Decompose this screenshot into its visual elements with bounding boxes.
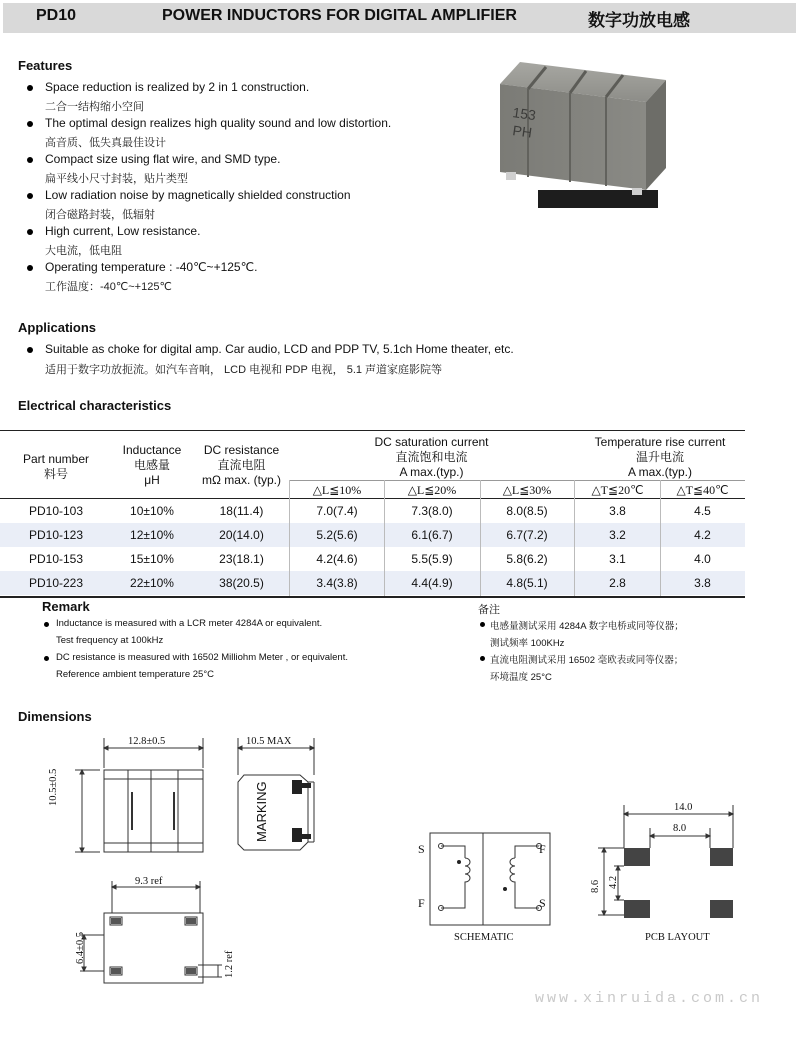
cell-dcr: 18(11.4) xyxy=(219,504,264,518)
pcb-layout-drawing xyxy=(588,800,748,930)
header-temperature xyxy=(575,435,745,480)
remark-en-3: DC resistance is measured with 16502 Milliohm Meter , or equivalent. xyxy=(56,652,348,663)
dim-side-height: 10.5 MAX xyxy=(246,736,292,747)
header-ind-cn: 电感量 xyxy=(133,458,170,472)
dimensions-heading: Dimensions xyxy=(18,709,92,724)
feature-6-en: Operating temperature : -40℃~+125℃. xyxy=(45,260,258,274)
header-sat-unit: A max.(typ.) xyxy=(399,465,464,479)
remark-en-2: Test frequency at 100kHz xyxy=(56,635,164,646)
cell-sat10: 7.0(7.4) xyxy=(316,504,358,518)
cell-inductance: 22±10% xyxy=(130,576,174,590)
remark-heading: Remark xyxy=(42,599,90,614)
header-ind-unit: μH xyxy=(144,473,160,487)
column-divider xyxy=(480,480,481,596)
sub-t20: △T≦20℃ xyxy=(591,483,644,497)
remark-en-1: Inductance is measured with a LCR meter 4284A or equivalent. xyxy=(56,618,323,629)
applications-heading: Applications xyxy=(18,320,97,335)
cell-temp20: 3.1 xyxy=(609,552,626,566)
bottom-view-drawing xyxy=(70,873,240,988)
photo-marking-bottom: PH xyxy=(511,122,534,141)
header-sat-cn: 直流饱和电流 xyxy=(395,450,468,464)
bullet-icon xyxy=(480,656,485,661)
bullet-icon xyxy=(27,229,33,235)
header-part-en: Part number xyxy=(22,452,90,466)
cell-temp40: 4.2 xyxy=(694,528,711,542)
header-temp-unit: A max.(typ.) xyxy=(627,465,692,479)
dim-bottom-pad: 1.2 ref xyxy=(224,950,235,978)
feature-4-cn: 闭合磁路封装，低辐射 xyxy=(45,209,155,221)
cell-inductance: 12±10% xyxy=(130,528,174,542)
cell-dcr: 23(18.1) xyxy=(219,552,264,566)
column-divider xyxy=(289,480,290,596)
sub-l30: △L≦30% xyxy=(502,483,552,497)
cell-dcr: 20(14.0) xyxy=(219,528,264,542)
table-row xyxy=(0,547,745,571)
cell-sat10: 3.4(3.8) xyxy=(316,576,358,590)
cell-sat30: 8.0(8.5) xyxy=(506,504,548,518)
schematic-drawing xyxy=(425,828,555,928)
features-heading: Features xyxy=(18,58,73,73)
bullet-icon xyxy=(27,347,33,353)
feature-6-cn: 工作温度：-40℃~+125℃ xyxy=(45,281,172,293)
column-divider xyxy=(660,480,661,596)
cell-temp40: 3.8 xyxy=(694,576,711,590)
cell-dcr: 38(20.5) xyxy=(219,576,264,590)
cell-temp20: 2.8 xyxy=(609,576,626,590)
side-view-drawing xyxy=(232,730,322,860)
header-dcr-en: DC resistance xyxy=(203,443,280,457)
feature-3-cn: 扁平线小尺寸封装，贴片类型 xyxy=(45,173,188,185)
pcb-layout-label: PCB LAYOUT xyxy=(645,932,710,943)
sub-t40: △T≦40℃ xyxy=(676,483,729,497)
subheader-rule xyxy=(290,480,745,481)
cell-temp40: 4.0 xyxy=(694,552,711,566)
remark-cn-3: 直流电阻测试采用 16502 毫欧表或同等仪器； xyxy=(490,655,684,666)
pin-s-left: S xyxy=(418,842,425,856)
cell-temp20: 3.2 xyxy=(609,528,626,542)
header-dcr-unit: mΩ max. (typ.) xyxy=(202,473,281,487)
header-part-cn: 料号 xyxy=(43,467,68,481)
header-dcr-cn: 直流电阻 xyxy=(217,458,266,472)
feature-5-cn: 大电流，低电阻 xyxy=(45,245,122,257)
pin-s-right: S xyxy=(539,896,546,910)
pcb-width-outer: 14.0 xyxy=(674,802,693,813)
header-part-number xyxy=(18,452,94,482)
photo-marking-top: 153 xyxy=(511,104,537,124)
cell-sat10: 4.2(4.6) xyxy=(316,552,358,566)
cell-part: PD10-223 xyxy=(28,576,84,590)
marking-label: MARKING xyxy=(254,781,269,842)
pin-f-right: F xyxy=(539,842,546,856)
cell-temp40: 4.5 xyxy=(694,504,711,518)
cell-sat10: 5.2(5.6) xyxy=(316,528,358,542)
bullet-icon xyxy=(27,265,33,271)
product-photo xyxy=(498,62,668,210)
bullet-icon xyxy=(27,193,33,199)
pcb-height-inner: 4.2 xyxy=(608,875,619,889)
column-divider xyxy=(574,480,575,596)
bullet-icon xyxy=(480,622,485,627)
feature-2-cn: 高音质、低失真最佳设计 xyxy=(45,137,166,149)
sub-l10: △L≦10% xyxy=(312,483,362,497)
table-row xyxy=(0,499,745,523)
cell-part: PD10-153 xyxy=(28,552,84,566)
cell-part: PD10-103 xyxy=(28,504,84,518)
feature-1-en: Space reduction is realized by 2 in 1 construction. xyxy=(45,80,310,94)
header-dc-resistance xyxy=(195,443,288,488)
cell-sat30: 5.8(6.2) xyxy=(506,552,548,566)
bullet-icon xyxy=(27,121,33,127)
pin-f-left: F xyxy=(418,896,425,910)
remark-en-4: Reference ambient temperature 25°C xyxy=(56,669,214,680)
bullet-icon xyxy=(44,622,49,627)
product-code: PD10 xyxy=(36,7,77,24)
header-temp-cn: 温升电流 xyxy=(635,450,684,464)
remark-cn-4: 环境温度 25°C xyxy=(490,672,552,683)
bullet-icon xyxy=(27,85,33,91)
cell-sat20: 4.4(4.9) xyxy=(411,576,453,590)
header-saturation xyxy=(290,435,573,480)
bullet-icon xyxy=(44,656,49,661)
watermark: www.xinruida.com.cn xyxy=(535,990,764,1007)
bullet-icon xyxy=(27,157,33,163)
page-title: POWER INDUCTORS FOR DIGITAL AMPLIFIER xyxy=(162,7,517,24)
page-title-cn: 数字功放电感 xyxy=(588,11,690,30)
dim-top-height: 10.5±0.5 xyxy=(48,768,59,806)
top-view-drawing xyxy=(70,730,220,860)
header-ind-en: Inductance xyxy=(122,443,182,457)
table-bottom-rule xyxy=(0,596,745,598)
applications-cn: 适用于数字功放扼流。如汽车音响， LCD 电视和 PDP 电视， 5.1 声道家庭影院等 xyxy=(45,364,443,376)
table-row xyxy=(0,523,745,547)
electrical-table xyxy=(0,430,800,600)
dim-top-width: 12.8±0.5 xyxy=(128,736,166,747)
cell-inductance: 15±10% xyxy=(130,552,174,566)
header-sat-en: DC saturation current xyxy=(374,435,489,449)
remark-heading-cn: 备注 xyxy=(478,604,500,616)
feature-5-en: High current, Low resistance. xyxy=(45,224,201,238)
feature-3-en: Compact size using flat wire, and SMD type. xyxy=(45,152,281,166)
table-row xyxy=(0,571,745,595)
feature-4-en: Low radiation noise by magnetically shielded construction xyxy=(45,188,351,202)
table-top-rule xyxy=(0,430,745,431)
dim-bottom-height: 6.4±0.5 xyxy=(75,931,86,964)
cell-sat20: 6.1(6.7) xyxy=(411,528,453,542)
column-divider xyxy=(384,480,385,596)
remark-cn-1: 电感量测试采用 4284A 数字电桥或同等仪器； xyxy=(490,621,684,632)
cell-sat20: 7.3(8.0) xyxy=(411,504,453,518)
feature-2-en: The optimal design realizes high quality sound and low distortion. xyxy=(45,116,392,130)
remark-cn-2: 测试频率 100KHz xyxy=(490,638,565,649)
pcb-width-inner: 8.0 xyxy=(673,823,687,834)
feature-1-cn: 二合一结构缩小空间 xyxy=(45,101,144,113)
header-temp-en: Temperature rise current xyxy=(594,435,726,449)
dim-bottom-width: 9.3 ref xyxy=(135,876,163,887)
sub-l20: △L≦20% xyxy=(407,483,457,497)
cell-inductance: 10±10% xyxy=(130,504,174,518)
electrical-heading: Electrical characteristics xyxy=(18,398,172,413)
cell-temp20: 3.8 xyxy=(609,504,626,518)
cell-sat30: 6.7(7.2) xyxy=(506,528,548,542)
cell-sat20: 5.5(5.9) xyxy=(411,552,453,566)
header-inductance xyxy=(112,443,192,488)
applications-en: Suitable as choke for digital amp. Car audio, LCD and PDP TV, 5.1ch Home theater, etc. xyxy=(45,342,514,356)
cell-sat30: 4.8(5.1) xyxy=(506,576,548,590)
schematic-label: SCHEMATIC xyxy=(454,932,514,943)
pcb-height-outer: 8.6 xyxy=(590,879,601,893)
cell-part: PD10-123 xyxy=(28,528,84,542)
